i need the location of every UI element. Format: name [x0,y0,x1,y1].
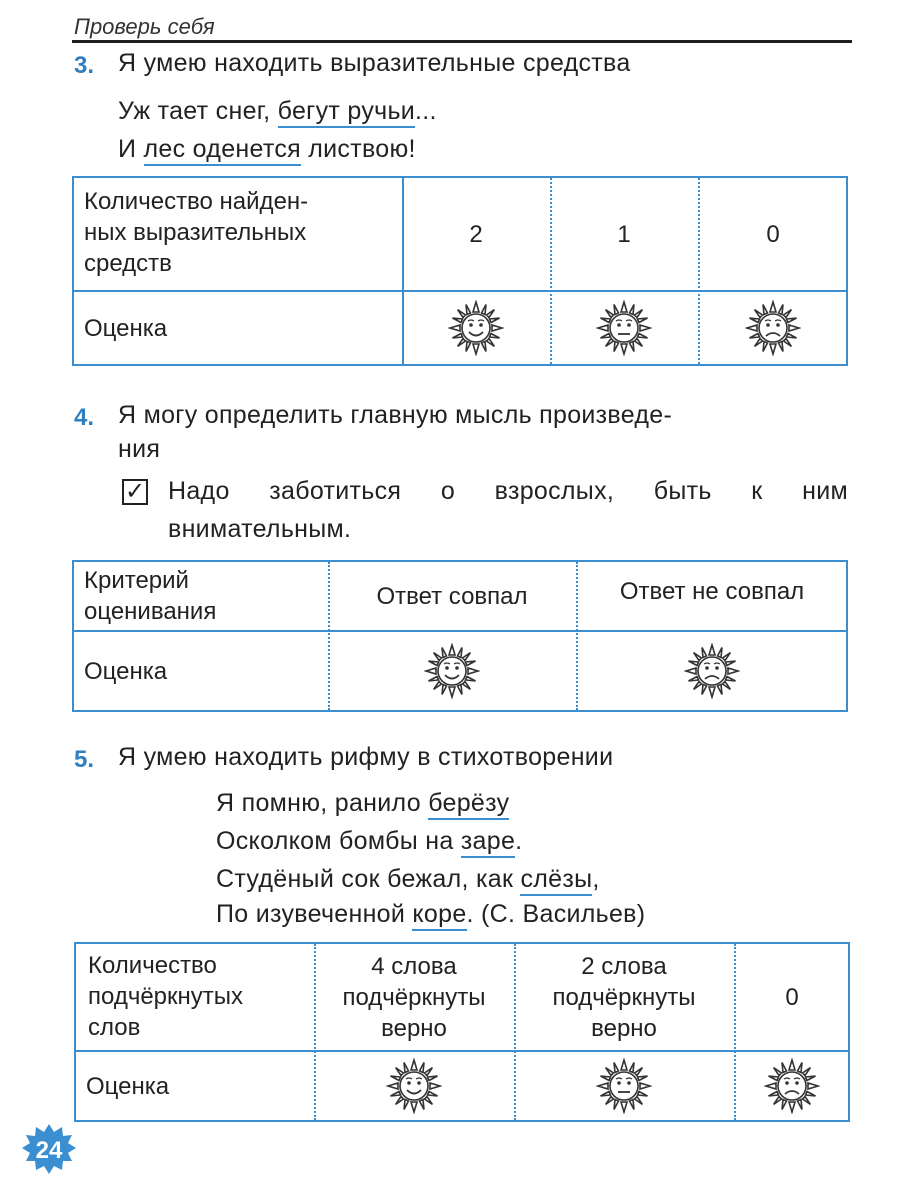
happy-sun-icon [424,643,480,699]
grade-label: Оценка [84,657,168,685]
header-text: подчёркнуты [552,983,696,1011]
value-cell: 2 [469,220,483,248]
header-text: ных выразительных [84,219,307,246]
checkbox[interactable] [122,479,148,505]
column-header [314,944,514,1050]
poem-text: . (С. Васильев) [466,900,646,928]
answer-line-1: Надо заботиться о взрослых, быть к ним [168,477,848,505]
sun-cell [514,1050,734,1122]
assessment-table-4 [72,560,848,712]
header-text: оценивания [84,598,217,625]
task-number: 3. [74,52,95,79]
poem-text: Уж тает снег, [118,97,278,125]
poem-text: Студёный сок бежал, как [216,865,521,893]
column-header: Ответ не совпал [619,578,805,605]
poem-line-2 [216,824,522,858]
task-number: 5. [74,746,95,773]
underlined-word: заре [461,827,515,858]
value-cell: 0 [766,220,780,248]
answer-line-2: внимательным. [168,515,352,543]
header-title: Проверь себя [74,14,215,39]
poem-text: листвою! [301,135,416,163]
grade-label: Оценка [86,1072,170,1100]
happy-sun-icon [386,1058,442,1114]
sun-cell [402,290,550,366]
sun-cell [734,1050,850,1122]
underlined-word: слёзы [520,865,592,896]
sad-sun-icon [745,300,801,356]
header-text: средств [84,250,172,277]
column-header [514,944,734,1050]
poem-text: По изувеченной [216,900,413,928]
poem-text: ... [415,97,437,125]
title-line: Я могу определить главную мысль произведе- [118,401,673,429]
assessment-table-3 [72,176,848,366]
poem-line-4 [216,897,645,931]
underlined-phrase: бегут ручьи [278,97,415,128]
check-mark-icon: ✓ [124,478,146,505]
header-text: подчёркнуты [342,983,486,1011]
poem-text: , [592,865,600,893]
sun-cell [328,630,576,712]
poem-text: И [118,135,144,163]
title-line: ния [118,435,161,463]
sun-cell [550,290,698,366]
grade-label: Оценка [84,314,168,342]
header-text: Критерий [84,567,189,594]
neutral-sun-icon [596,1058,652,1114]
header-text: слов [88,1014,141,1041]
value-cell: 1 [617,220,631,248]
sad-sun-icon [684,643,740,699]
header-text: Количество найден- [84,188,309,215]
task-title [118,398,848,466]
underlined-phrase: лес оденется [144,135,301,166]
poem-line-1 [118,94,437,128]
header-text: 2 слова [581,952,667,980]
sad-sun-icon [764,1058,820,1114]
header-text: верно [381,1014,447,1042]
poem-text: Осколком бомбы на [216,827,461,855]
header-text: верно [591,1014,657,1042]
header-text: 4 слова [371,952,457,980]
page-number: 24 [35,1137,63,1164]
task-title: Я умею находить выразительные средства [118,49,631,77]
underlined-word: коре [412,900,466,931]
header-text: Количество [88,952,217,979]
column-header: Ответ совпал [376,582,528,610]
poem-line-2 [118,132,416,166]
sun-cell [576,630,848,712]
neutral-sun-icon [596,300,652,356]
sun-cell [698,290,848,366]
task-number: 4. [74,404,95,431]
poem-line-1 [216,786,509,820]
header-text: подчёркнутых [88,983,244,1010]
column-header: 0 [785,983,799,1011]
page-header [72,12,852,43]
underlined-word: берёзу [428,789,509,820]
poem-line-3 [216,862,600,896]
sun-cell [314,1050,514,1122]
task-title: Я умею находить рифму в стихотворении [118,743,614,771]
table-header-cell [84,186,394,286]
happy-sun-icon [448,300,504,356]
assessment-table-5 [74,942,850,1122]
page-number-badge [20,1122,78,1180]
poem-text: Я помню, ранило [216,789,429,817]
poem-text: . [515,827,523,855]
table-header-cell [88,950,310,1048]
criterion-header [84,565,324,629]
